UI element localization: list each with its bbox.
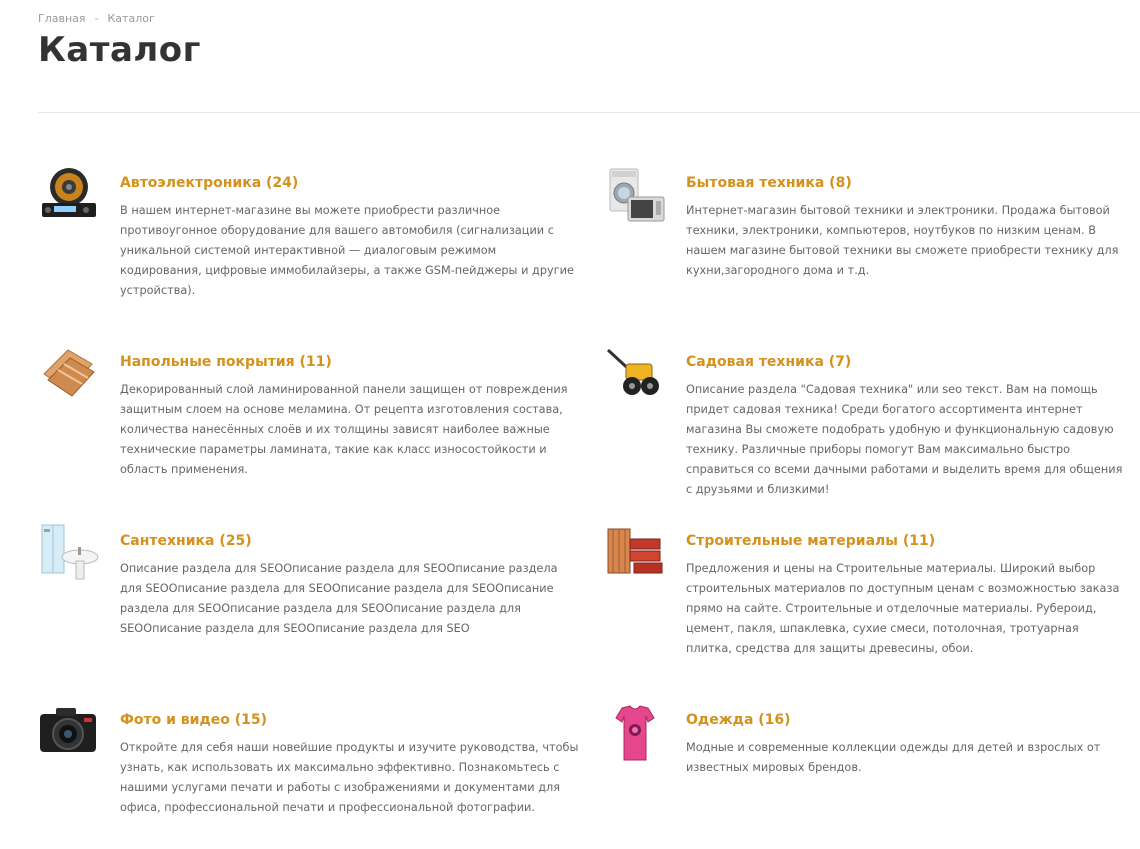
category-item xyxy=(120,173,580,301)
breadcrumb-separator: - xyxy=(94,12,99,25)
breadcrumb-current: Каталог xyxy=(107,12,155,25)
flooring-icon[interactable] xyxy=(38,344,100,406)
tshirt-icon[interactable] xyxy=(604,702,666,764)
category-title-link[interactable]: Сантехника (25) xyxy=(120,533,252,549)
category-description: Декорированный слой ламинированной панели защищен от повреждения защитным слоем на основе меламина. От рецепта изготовления состава, количества нанесённых слоёв и их толщины зависят наиболее важные технические параметры ламината, такие как класс износостойкости и область применения. xyxy=(120,383,568,476)
category-title-link[interactable]: Бытовая техника (8) xyxy=(686,175,852,191)
bricks-icon[interactable] xyxy=(604,523,666,585)
category-description: Откройте для себя наши новейшие продукты и изучите руководства, чтобы узнать, как использовать их максимально эффективно. Познакомьтесь с нашими услугами печати и работы с изображениями и документами для офиса, профессиональной печати и профессиональной фотографии. xyxy=(120,741,579,814)
cultivator-icon[interactable] xyxy=(604,344,666,406)
camera-icon[interactable] xyxy=(38,702,100,764)
category-title-link[interactable]: Автоэлектроника (24) xyxy=(120,175,299,191)
breadcrumb-home-link[interactable]: Главная xyxy=(38,12,86,25)
category-item xyxy=(686,531,1126,659)
category-item xyxy=(686,352,1126,500)
car-audio-icon[interactable] xyxy=(38,165,100,227)
category-item xyxy=(686,710,1126,778)
category-item xyxy=(120,531,580,639)
category-description: Модные и современные коллекции одежды для детей и взрослых от известных мировых брендов. xyxy=(686,741,1101,774)
plumbing-icon[interactable] xyxy=(38,523,100,585)
category-description: Интернет-магазин бытовой техники и электроники. Продажа бытовой техники, электроники, компьютеров, ноутбуков по низким ценам. В нашем магазине бытовой техники вы сможете приобрести технику для кухни,загородного дома и т.д. xyxy=(686,204,1119,277)
appliances-icon[interactable] xyxy=(604,165,666,227)
category-item xyxy=(120,352,580,480)
category-item xyxy=(686,173,1126,281)
category-description: Описание раздела "Садовая техника" или seo текст. Вам на помощь придет садовая техника! Среди богатого ассортимента интернет магазина Вы сможете подобрать удобную и функциональную садовую технику. Различные приборы помогут Вам максимально быстро справиться со всеми дачными работами и выделить время для общения с друзьями и близкими! xyxy=(686,383,1123,496)
category-title-link[interactable]: Садовая техника (7) xyxy=(686,354,852,370)
category-description: Предложения и цены на Строительные материалы. Широкий выбор строительных материалов по доступным ценам с возможностью заказа прямо на сайте. Строительные и отделочные материалы. Рубероид, цемент, пакля, шпаклевка, сухие смеси, потолочная, тротуарная плитка, средства для защиты древесины, обои. xyxy=(686,562,1120,655)
header-divider xyxy=(38,112,1140,113)
category-title-link[interactable]: Фото и видео (15) xyxy=(120,712,268,728)
category-title-link[interactable]: Напольные покрытия (11) xyxy=(120,354,332,370)
category-description: Описание раздела для SEOОписание раздела для SEOОписание раздела для SEOОписание раздела для SEOОписание раздела для SEOОписание раздела для SEOОписание раздела для SEOОписание раздела для SEOОписание раздела для SEOОписание раздела для SEO xyxy=(120,562,558,635)
page-title: Каталог xyxy=(38,30,201,70)
category-title-link[interactable]: Строительные материалы (11) xyxy=(686,533,936,549)
breadcrumb xyxy=(38,12,155,25)
category-item xyxy=(120,710,580,818)
category-title-link[interactable]: Одежда (16) xyxy=(686,712,791,728)
category-description: В нашем интернет-магазине вы можете приобрести различное противоугонное оборудование для вашего автомобиля (сигнализации с уникальной системой интерактивной — диалоговым режимом кодирования, цифровые иммобилайзеры, а также GSM-пейджеры и другие устройства). xyxy=(120,204,574,297)
